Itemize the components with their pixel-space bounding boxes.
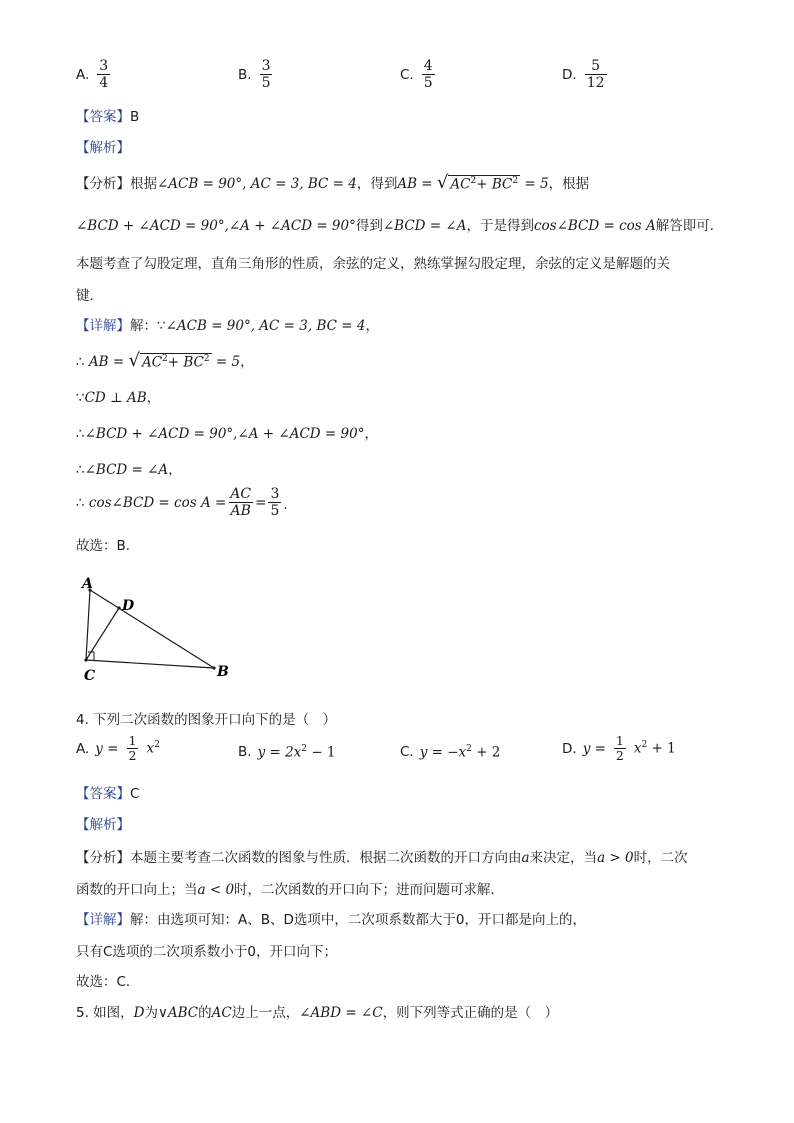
fraction: $\frac{3}{5}$ [261,58,271,91]
point-c [84,658,87,661]
answer-tag: 【答案】 [76,109,130,125]
fraction: $\frac{1}{2}$ [128,733,137,763]
q4-stem: 4. 下列二次函数的图象开口向下的是（ ） [76,712,337,728]
q4-answer-line: 【答案】C [76,786,140,802]
fraction-3-5: $\frac{3}{5}$ [270,486,280,519]
sqrt-sign: √ [128,350,140,371]
label-b: B [217,664,229,680]
q3-option-a [76,58,112,91]
q3-xiangjie-line1: 【详解】解：∵∠ACB = 90°, AC = 3, BC = 4， [76,318,379,334]
radicand: $AC^2+ BC^2$ [450,175,519,192]
q5-stem: 5. 如图，D为∨ABC的AC边上一点，∠ABD = ∠C，则下列等式正确的是（ ） [76,1005,559,1021]
fraction-ac-ab: $\frac{AC}{AB}$ [230,486,252,519]
q3-option-b [238,58,274,91]
side-ab [90,590,214,668]
q4-fenxi-line2: 函数的开口向上；当a < 0时，二次函数的开口向下；进而问题可求解． [76,882,505,898]
q3-step3: ∵CD ⊥ AB， [76,390,161,406]
option-label: C. [400,66,414,83]
q3-option-d [562,58,609,91]
q3-fenxi-line3: 本题考查了勾股定理，直角三角形的性质，余弦的定义，熟练掌握勾股定理，余弦的定义是解题的关 [76,256,670,272]
label-d: D [122,598,135,614]
fraction: $\frac{1}{2}$ [615,733,624,763]
fraction: $\frac{4}{5}$ [423,58,433,91]
q3-step4: ∴∠BCD + ∠ACD = 90°,∠A + ∠ACD = 90°， [76,426,378,442]
q4-fenxi-line1: 【分析】本题主要考查二次函数的图象与性质．根据二次函数的开口方向由a来决定，当a > 0时，二次 [76,850,688,866]
side-ac [86,590,90,660]
q3-step5: ∴∠BCD = ∠A， [76,462,182,478]
fraction: $\frac{5}{12}$ [586,58,605,91]
q4-option-b: B. $y = 2x^2 - 1$ [238,744,336,761]
q4-final: 故选：C． [76,974,140,990]
radicand: $AC^2+ BC^2$ [141,353,210,370]
q3-answer-line [76,105,139,125]
answer-value: B [130,109,140,125]
label-c: C [84,668,96,684]
fraction: $\frac{3}{4}$ [99,58,109,91]
q3-step2: ∴ AB = √ $AC^2+ BC^2 = 5$， [76,350,254,371]
q4-option-d: D. y = $\frac{1}{2}$ $x^2 + 1$ [562,733,676,763]
q4-analysis-tag: 【解析】 [76,817,130,833]
q4-option-a: A. y = $\frac{1}{2}$ $x^2$ [76,733,160,763]
side-cb [86,660,214,668]
q3-analysis-tag: 【解析】 [76,140,130,156]
label-a: A [82,576,93,592]
q4-option-c: C. $y = -x^2 + 2$ [400,744,501,761]
q3-fenxi-line2: ∠BCD + ∠ACD = 90°,∠A + ∠ACD = 90°得到∠BCD = ∠A，于是得到cos∠BCD = cos A解答即可． [76,218,724,234]
q3-fenxi-line1: 【分析】根据∠ACB = 90°, AC = 3, BC = 4，得到AB = √ $AC^2+ BC^2 = 5$，根据 [76,172,590,193]
q3-fenxi-line4: 键． [76,288,103,304]
sqrt-sign: √ [436,172,449,193]
option-label: D. [562,66,577,83]
q4-xiangjie-line2: 只有C选项的二次项系数小于0，开口向下； [76,944,338,960]
q3-option-c [400,58,437,91]
q4-xiangjie-line1: 【详解】解：由选项可知：A、B、D选项中，二次项系数都大于0，开口都是向上的， [76,912,586,928]
option-label: B. [238,66,252,83]
triangle-figure [76,572,246,684]
option-label: A. [76,66,90,83]
point-d [117,606,120,609]
q3-final: 故选：B． [76,538,140,554]
q3-step6: ∴ cos∠BCD = cos A = $\frac{AC}{AB}$ = $\frac{3}{5}$ ． [76,486,297,519]
point-b [212,666,215,669]
